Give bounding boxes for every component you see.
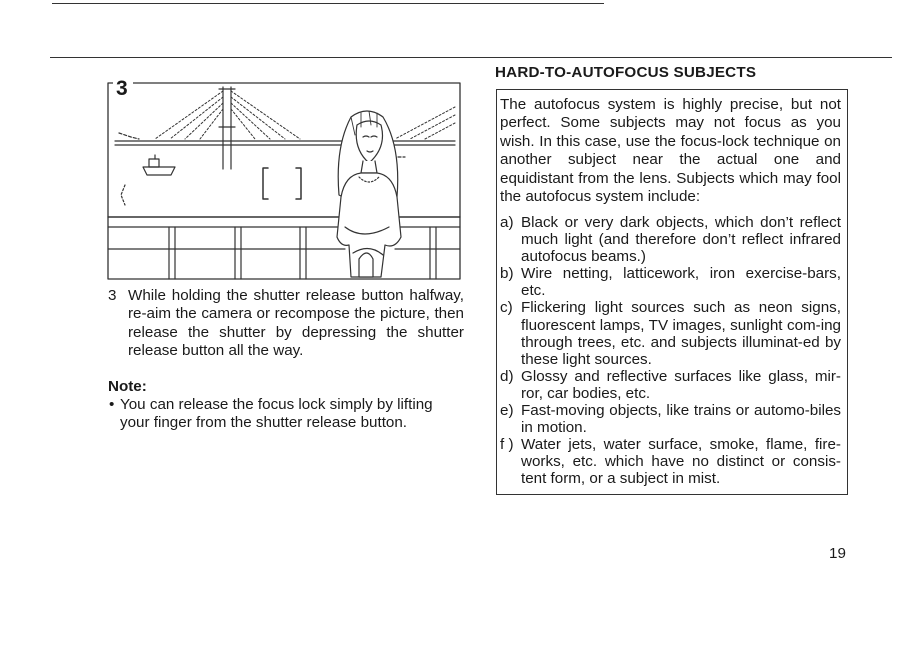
list-marker: b) bbox=[500, 265, 514, 283]
header-rule bbox=[50, 57, 892, 58]
list-item bbox=[500, 436, 841, 487]
intro-paragraph: The autofocus system is highly precise, but not perfect. Some subjects may not focus as you wish. In this case, use the focus-lock technique on another subject near the actual one and equidistant from the lens. Subjects which may fool the autofocus system include: bbox=[500, 96, 841, 206]
woman-figure bbox=[337, 111, 401, 277]
subjects-list bbox=[500, 214, 841, 488]
note-heading: Note: bbox=[108, 378, 147, 395]
list-marker: f ) bbox=[500, 436, 514, 454]
bullet-icon: • bbox=[109, 396, 115, 413]
list-marker: c) bbox=[500, 299, 513, 317]
section-heading: HARD-TO-AUTOFOCUS SUBJECTS bbox=[495, 64, 757, 81]
list-item bbox=[500, 299, 841, 367]
list-marker: a) bbox=[500, 214, 514, 231]
bridge-cables bbox=[155, 91, 455, 139]
page-number: 19 bbox=[829, 545, 846, 562]
af-bracket-left bbox=[263, 168, 268, 199]
af-bracket-right bbox=[296, 168, 301, 199]
figure-step-label: 3 bbox=[116, 77, 128, 100]
list-item-text: Glossy and reflective surfaces like glass, mir-ror, car bodies, etc. bbox=[521, 367, 841, 402]
list-item bbox=[500, 214, 841, 265]
note-item bbox=[108, 396, 464, 433]
list-item-text: Flickering light sources such as neon signs, fluorescent lamps, TV images, sunlight com-ing through trees, etc. and subjects illuminat-ed by these light sources. bbox=[521, 299, 841, 368]
list-item-text: Fast-moving objects, like trains or automo-biles in motion. bbox=[521, 402, 841, 437]
step-text: While holding the shutter release button halfway, re-aim the camera or recompose the picture, then release the shutter by depressing the shutter release button all the way. bbox=[128, 287, 464, 360]
list-item-text: Water jets, water surface, smoke, flame, fire-works, etc. which have no distinct or consis-tent form, or a subject in mist. bbox=[521, 436, 841, 488]
step-3-instruction bbox=[108, 287, 464, 361]
list-item bbox=[500, 368, 841, 402]
illustration-frame bbox=[108, 83, 460, 279]
list-marker: d) bbox=[500, 367, 514, 385]
step-number: 3 bbox=[108, 287, 117, 304]
list-item bbox=[500, 402, 841, 436]
list-item-text: Wire netting, latticework, iron exercise-bars, etc. bbox=[521, 265, 841, 300]
note-text: You can release the focus lock simply by lifting your finger from the shutter release button. bbox=[120, 396, 433, 432]
list-marker: e) bbox=[500, 402, 514, 420]
top-rule bbox=[52, 3, 604, 4]
list-item-text: Black or very dark objects, which don’t reflect much light (and therefore don’t reflect infrared autofocus beams.) bbox=[521, 214, 841, 266]
list-item bbox=[500, 265, 841, 299]
boat-hull bbox=[143, 167, 175, 175]
focus-lock-illustration bbox=[105, 77, 463, 283]
